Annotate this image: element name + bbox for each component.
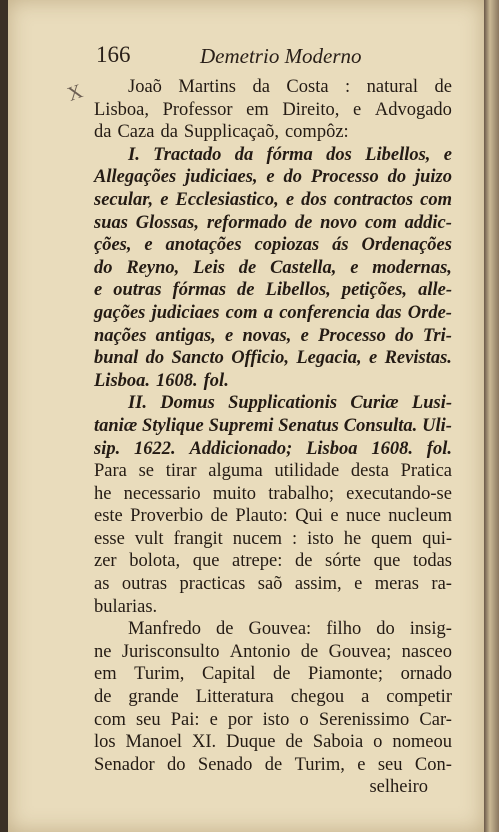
text-line: Allegações judiciaes, e do Processo do juizo bbox=[94, 167, 452, 188]
text-line: nações antigas, e novas, e Processo do Tri- bbox=[94, 325, 452, 346]
text-line: Lisboa, Professor em Direito, e Advogado bbox=[94, 99, 452, 120]
text-line: com seu Pai: e por isto o Serenissimo Car- bbox=[94, 709, 452, 730]
text-line: suas Glossas, reformado de novo com addic- bbox=[94, 212, 452, 233]
text-line: esse vult frangit nucem : isto he quem qui- bbox=[94, 528, 452, 549]
page-body bbox=[94, 76, 452, 799]
text-line: da Caza da Supplicaçaõ, compôz: bbox=[94, 122, 349, 143]
text-line: zer bolota, que atrepe: de sórte que todas bbox=[94, 551, 452, 572]
text-line: ções, e anotações copiozas ás Ordenações bbox=[94, 235, 452, 256]
page-number: 166 bbox=[96, 42, 131, 67]
text-line: bularias. bbox=[94, 596, 158, 617]
text-line: taniæ Stylique Supremi Senatus Consulta. Uli- bbox=[94, 415, 452, 436]
text-line: gações judiciaes com a conferencia das Orde- bbox=[94, 302, 452, 323]
text-line: Para se tirar alguma utilidade desta Pratica bbox=[94, 461, 452, 482]
text-line: I. Tractado da fórma dos Libellos, e bbox=[128, 144, 452, 165]
page-edge bbox=[484, 0, 499, 832]
text-line: II. Domus Supplicationis Curiæ Lusi- bbox=[128, 393, 452, 414]
text-line: los Manoel XI. Duque de Saboia o nomeou bbox=[94, 732, 452, 753]
text-line: em Turim, Capital de Piamonte; ornado bbox=[94, 664, 452, 685]
text-line: secular, e Ecclesiastico, e dos contractos com bbox=[94, 189, 452, 210]
text-line: Joaõ Martins da Costa : natural de bbox=[128, 77, 452, 97]
text-line: ne Jurisconsulto Antonio de Gouvea; nasceo bbox=[94, 641, 452, 662]
text-line: Lisboa. 1608. fol. bbox=[94, 370, 229, 391]
text-line: do Reyno, Leis de Castella, e modernas, bbox=[94, 257, 452, 278]
text-line: sip. 1622. Addicionado; Lisboa 1608. fol. bbox=[94, 438, 452, 459]
text-line: este Proverbio de Plauto: Qui e nuce nucleum bbox=[94, 506, 452, 527]
text-line: bunal do Sancto Officio, Legacia, e Revistas. bbox=[94, 348, 452, 369]
book-page bbox=[8, 0, 484, 832]
text-line: he necessario muito trabalho; executando-se bbox=[94, 483, 452, 504]
text-line: Senador do Senado de Turim, e seu Con- bbox=[94, 754, 452, 775]
text-line: de grande Litteratura chegou a competir bbox=[94, 687, 452, 708]
text-line: as outras practicas saõ assim, e meras ra- bbox=[94, 574, 452, 595]
catchword: selheiro bbox=[369, 777, 428, 798]
text-line: Manfredo de Gouvea: filho do insig- bbox=[128, 619, 452, 640]
running-head bbox=[8, 42, 484, 72]
running-title: Demetrio Moderno bbox=[200, 44, 362, 68]
text-line: e outras fórmas de Libellos, petições, alle- bbox=[94, 280, 452, 301]
margin-pen-mark: X bbox=[64, 80, 86, 106]
